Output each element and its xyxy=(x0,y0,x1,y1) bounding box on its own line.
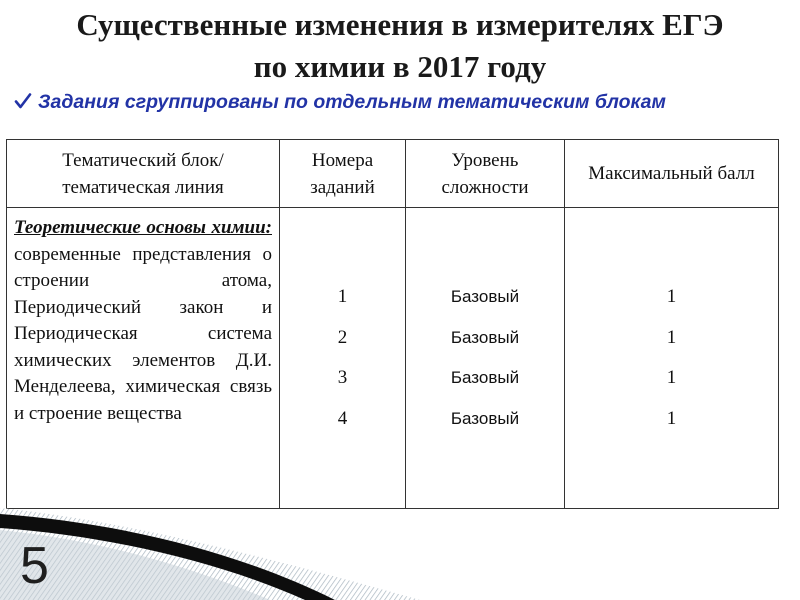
ege-changes-table xyxy=(6,139,779,509)
difficulty-level: Базовый xyxy=(450,368,520,387)
header-max-score: Максимальный балл xyxy=(565,140,779,208)
subtitle xyxy=(14,91,794,114)
decorative-swoosh xyxy=(0,500,800,600)
task-number: 1 xyxy=(337,286,348,307)
max-score: 1 xyxy=(666,407,677,429)
task-number: 4 xyxy=(337,407,348,429)
max-score: 1 xyxy=(666,286,677,307)
task-number: 2 xyxy=(337,326,348,348)
slide-title xyxy=(0,4,800,88)
task-number: 3 xyxy=(337,367,348,388)
topic-heading: Теоретические основы химии: xyxy=(14,217,272,238)
difficulty-level: Базовый xyxy=(450,287,520,306)
max-score-cell xyxy=(565,208,779,509)
topic-text: современные представления о строении атома, Периодический закон и Периодическая система химических элементов Д.И. Менделеева, химическая связь и строение вещества xyxy=(14,243,272,424)
table-row xyxy=(7,208,779,509)
slide-number: 5 xyxy=(20,537,49,595)
task-numbers-cell xyxy=(280,208,406,509)
header-level: Уровень сложности xyxy=(406,140,565,208)
topic-cell xyxy=(7,208,280,509)
title-line-2: по химии в 2017 году xyxy=(253,49,547,84)
max-score: 1 xyxy=(666,367,677,388)
max-score: 1 xyxy=(666,326,677,348)
checkmark-icon xyxy=(14,92,32,110)
title-line-1: Существенные изменения в измерителях ЕГЭ xyxy=(76,7,724,42)
level-cell xyxy=(406,208,565,509)
difficulty-level: Базовый xyxy=(450,408,520,428)
header-task-numbers: Номера заданий xyxy=(280,140,406,208)
topic-description xyxy=(14,215,272,427)
header-topic: Тематический блок/ тематическая линия xyxy=(7,140,280,208)
difficulty-level: Базовый xyxy=(450,327,520,347)
table-header-row xyxy=(7,140,779,208)
subtitle-text: Задания сгруппированы по отдельным тематическим блокам xyxy=(38,91,666,113)
